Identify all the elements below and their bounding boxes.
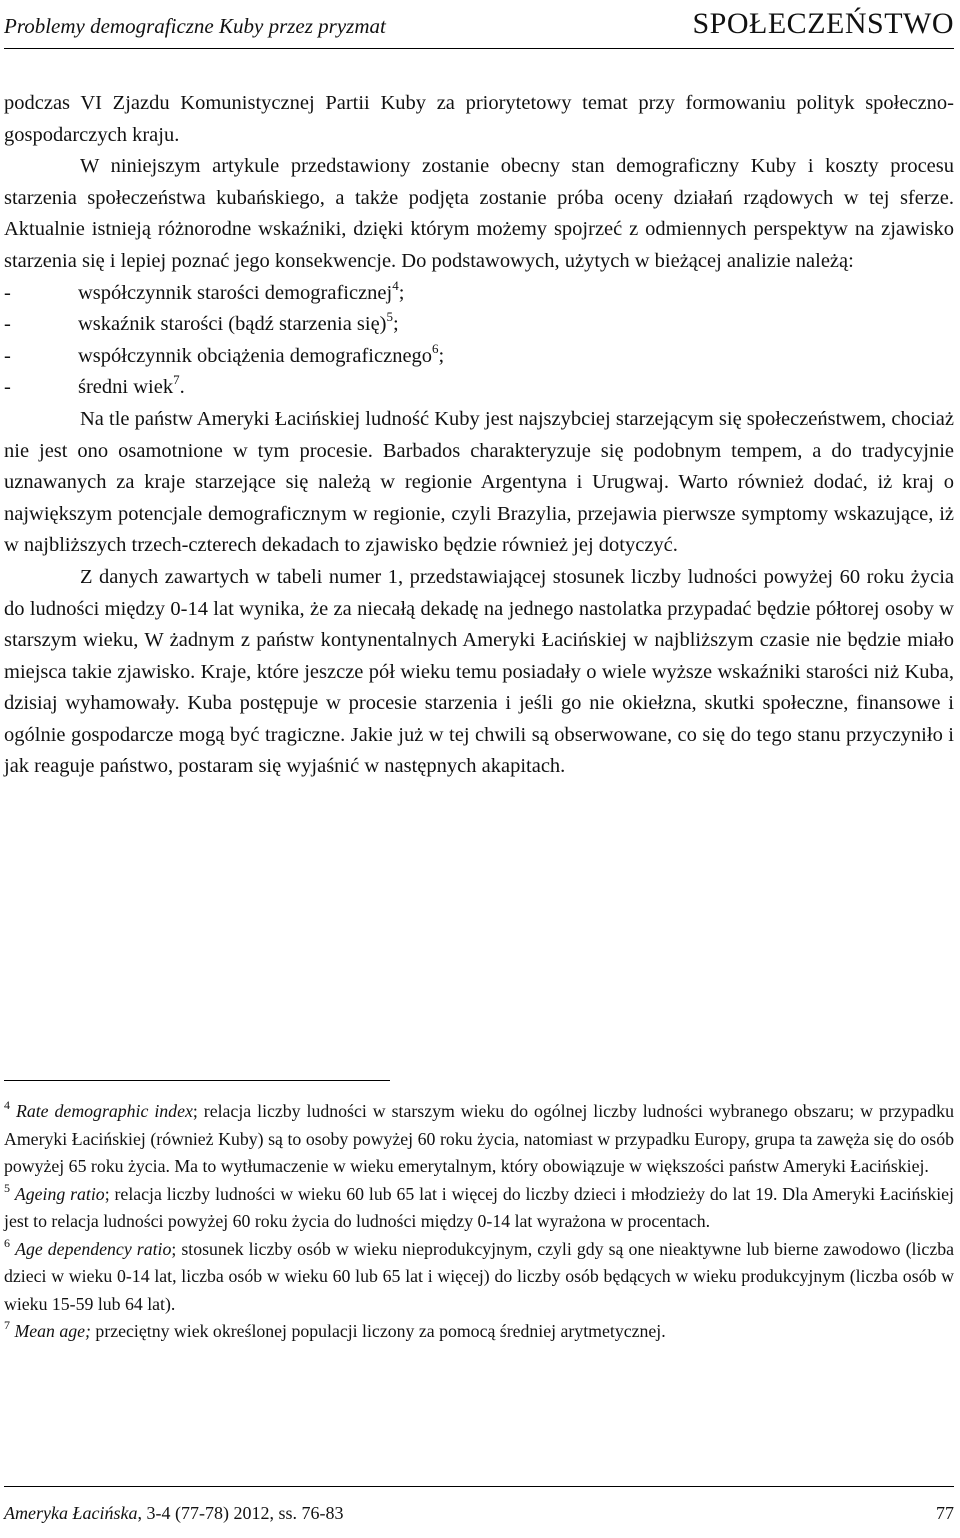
footnote: $^6$ Age dependency ratio; stosunek liczby osób w wieku nieprodukcyjnym, czyli gdy są one nieaktywne lub bierne zawodowo (liczba dzieci w wieku 0-14 lat, liczba osób w wieku 60 lub 65 lat i więcej) do liczby osób będących w wieku produkcyjnym (liczba osób w wieku 15-59 lub 64 lat).	[4, 1235, 954, 1314]
page-number: 77	[936, 1503, 954, 1523]
journal-name: Ameryka Łacińska	[4, 1503, 138, 1523]
footnote-ref[interactable]: 7	[173, 372, 180, 388]
issue-info: , 3-4 (77-78) 2012, ss. 76-83	[137, 1503, 344, 1523]
footnote: $^5$ Ageing ratio; relacja liczby ludności w wieku 60 lub 65 lat i więcej do liczby dzieci i młodzieży do lat 19. Dla Ameryki Łacińskiej jest to relacja ludności powyżej 60 roku życia do ludności między 0-14 lat wyrażona w procentach.	[4, 1180, 954, 1231]
list-item: - współczynnik starości demograficznej$^4$;	[4, 277, 405, 304]
journal-citation	[4, 1503, 343, 1524]
paragraph-3: Na tle państw Ameryki Łacińskiej ludność Kuby jest najszybciej starzejącym się społeczeństwem, chociaż nie jest ono osamotnione w tym procesie. Barbados charakteryzuje się podobnym tempem, a do tradycyjnie uznawanych za kraje starzejące się należą w regionie Argentyna i Urugwaj. Warto również dodać, iż kraj o największym potencjale demograficznym w regionie, czyli Brazylia, przejawia pierwsze symptomy wskazujące, iż w najbliższych trzech-czterech dekadach to zjawisko będzie również jej dotyczyć.	[4, 407, 954, 557]
page-footer	[4, 1486, 954, 1527]
paragraph-1: podczas VI Zjazdu Komunistycznej Partii Kuby za priorytetowy temat przy formowaniu polityk społeczno-gospodarczych kraju.	[4, 92, 954, 146]
footnote-ref[interactable]: 5	[386, 309, 394, 325]
footnote-ref[interactable]: 4	[392, 277, 399, 293]
list-item: - współczynnik obciążenia demograficznego$^6$;	[4, 340, 445, 367]
footnote: $^7$ Mean age; przeciętny wiek określonej populacji liczony za pomocą średniej arytmetycznej.	[4, 1318, 666, 1341]
list-item: - wskaźnik starości (bądź starzenia się)$^5$;	[4, 309, 399, 336]
footnotes	[4, 1098, 954, 1346]
running-title: Problemy demograficzne Kuby przez pryzmat	[4, 14, 386, 38]
main-text	[4, 88, 954, 783]
list-item: - średni wiek$^7$.	[4, 372, 185, 399]
footnote-divider	[4, 1080, 390, 1081]
footnote: $^4$ Rate demographic index; relacja liczby ludności w starszym wieku do ogólnej liczby ludności wybranego obszaru; w przypadku Ameryki Łacińskiej (również Kuby) są to osoby powyżej 60 roku życia, natomiast w przypadku Europy, grupa ta zawęża się do osób powyżej 65 roku życia. Ma to wytłumaczenie w wieku emerytalnym, który obowiązuje w większości państw Ameryki Łacińskiej.	[4, 1098, 954, 1176]
paragraph-4: Z danych zawartych w tabeli numer 1, przedstawiającej stosunek liczby ludności powyżej 60 roku życia do ludności między 0-14 lat wynika, że za niecałą dekadę na jednego nastolatka przypadać będzie półtorej osoby w starszym wieku, W żadnym z państw kontynentalnych Ameryki Łacińskiej w najbliższym czasie nie będzie miało miejsca takie zjawisko. Kraje, które jeszcze pół wieku temu posiadały o wiele wyższe wskaźniki starości niż Kuba, dzisiaj wyhamowały. Kuba postępuje w procesie starzenia i jeśli go nie okiełzna, skutki społeczne, finansowe i ogólnie gospodarcze mogą być tragiczne. Jakie już w tej chwili są obserwowane, co się do tego stanu przyczyniło i jak reaguje państwo, postaram się wyjaśnić w następnych akapitach.	[4, 565, 954, 778]
paragraph-2: W niniejszym artykule przedstawiony zostanie obecny stan demograficzny Kuby i koszty procesu starzenia społeczeństwa kubańskiego, a także podjęta zostanie próba oceny działań rządowych w tej sferze. Aktualnie istnieją różnorodne wskaźniki, dzięki którym możemy spojrzeć z odmiennych perspektyw na zjawisko starzenia się i lepiej poznać jego konsekwencje. Do podstawowych, użytych w bieżącej analizie należą:	[4, 155, 954, 272]
page-header	[4, 4, 954, 49]
footnote-ref[interactable]: 6	[432, 340, 439, 356]
section-title: SPOŁECZEŃSTWO	[692, 7, 954, 40]
